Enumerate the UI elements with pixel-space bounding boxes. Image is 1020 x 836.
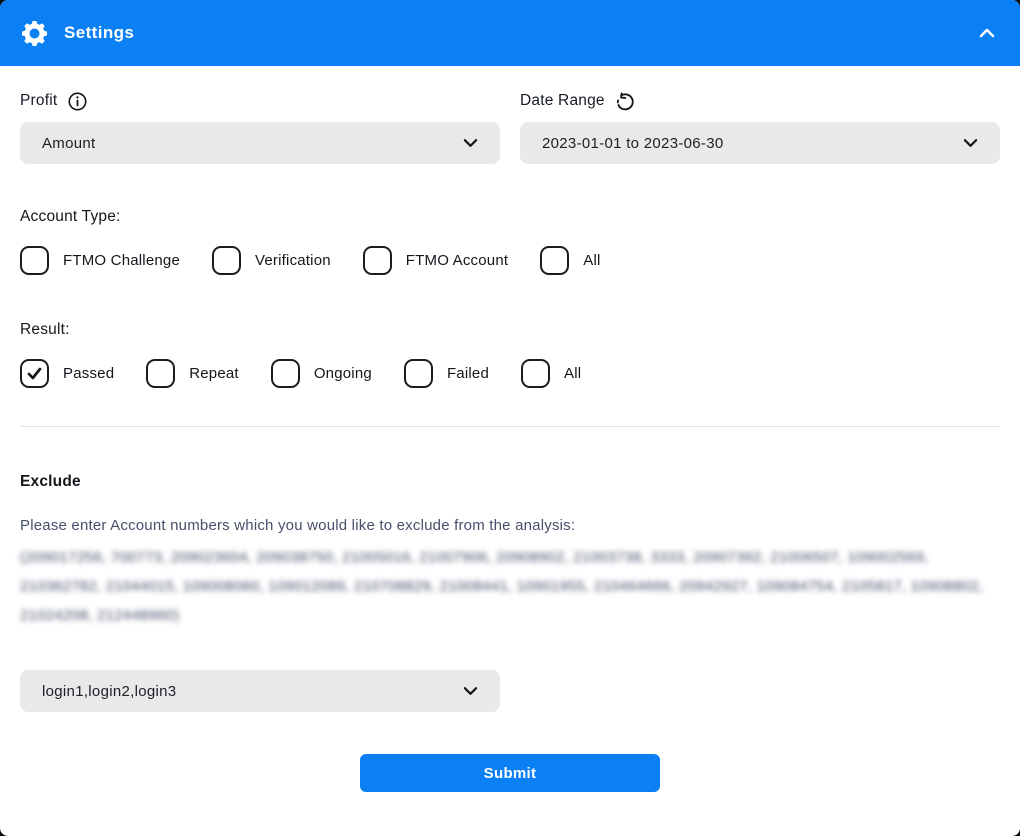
checkbox-label: Ongoing [313, 365, 372, 382]
divider [20, 426, 1000, 427]
chevron-down-icon [963, 138, 978, 148]
check-icon [26, 365, 43, 382]
date-range-dropdown-value: 2023-01-01 to 2023-06-30 [542, 134, 724, 152]
checkbox-label: Repeat [189, 365, 239, 382]
account-type-label: Account Type: [20, 208, 121, 225]
checkbox-box[interactable] [271, 359, 300, 388]
collapse-panel-button[interactable] [976, 25, 998, 41]
profit-dropdown-value: Amount [42, 134, 96, 152]
checkbox-box[interactable] [212, 246, 241, 275]
checkbox-box[interactable] [20, 246, 49, 275]
checkbox-failed[interactable] [404, 359, 489, 388]
checkbox-box[interactable] [146, 359, 175, 388]
checkbox-result-all[interactable] [521, 359, 581, 388]
checkbox-ftmo-account[interactable] [363, 246, 508, 275]
date-range-field [520, 90, 1000, 164]
info-icon[interactable] [67, 91, 88, 112]
chevron-down-icon [463, 138, 478, 148]
profit-field [20, 90, 500, 164]
profit-label: Profit [20, 92, 58, 109]
checkbox-box[interactable] [521, 359, 550, 388]
checkbox-label: Passed [63, 365, 115, 382]
reset-icon[interactable] [615, 91, 636, 112]
chevron-down-icon [463, 686, 478, 696]
excluded-account-numbers: (209017256, 700773, 209023604, 209038750, 21005016, 21007906, 20908902, 21003738, 3333, 20907392, 21006507, 109002569, 210362782, 21044015, 109008060, 109012089, 210708829, 21008441, 10901955, 210464666, 20942927, 109084754, 2105817, 10908802, 21024208, 212448960) [20, 549, 984, 624]
checkbox-ongoing[interactable] [271, 359, 372, 388]
result-label: Result: [20, 321, 70, 338]
checkbox-label: Verification [255, 252, 331, 269]
date-range-dropdown[interactable] [520, 122, 1000, 164]
date-range-label: Date Range [520, 92, 605, 109]
checkbox-box[interactable] [363, 246, 392, 275]
checkbox-label: All [583, 252, 601, 269]
checkbox-box[interactable] [20, 359, 49, 388]
submit-button[interactable]: Submit [360, 754, 660, 792]
profit-dropdown[interactable] [20, 122, 500, 164]
exclude-title: Exclude [20, 473, 81, 490]
checkbox-verification[interactable] [212, 246, 331, 275]
exclude-description: Please enter Account numbers which you would like to exclude from the analysis: [20, 517, 576, 534]
checkbox-label: FTMO Challenge [63, 252, 181, 269]
checkbox-box[interactable] [404, 359, 433, 388]
checkbox-label: All [564, 365, 582, 382]
chevron-up-icon [979, 28, 995, 38]
result-options [20, 359, 1000, 388]
logins-dropdown[interactable] [20, 670, 500, 712]
checkbox-label: FTMO Account [405, 252, 509, 269]
settings-header [0, 0, 1020, 66]
checkbox-label: Failed [446, 365, 489, 382]
gear-icon [22, 21, 47, 46]
checkbox-ftmo-challenge[interactable] [20, 246, 180, 275]
account-type-options [20, 246, 1000, 275]
checkbox-repeat[interactable] [146, 359, 239, 388]
logins-dropdown-value: login1,login2,login3 [42, 682, 177, 700]
checkbox-account-all[interactable] [540, 246, 600, 275]
checkbox-box[interactable] [540, 246, 569, 275]
page-title: Settings [64, 23, 135, 42]
checkbox-passed[interactable] [20, 359, 114, 388]
